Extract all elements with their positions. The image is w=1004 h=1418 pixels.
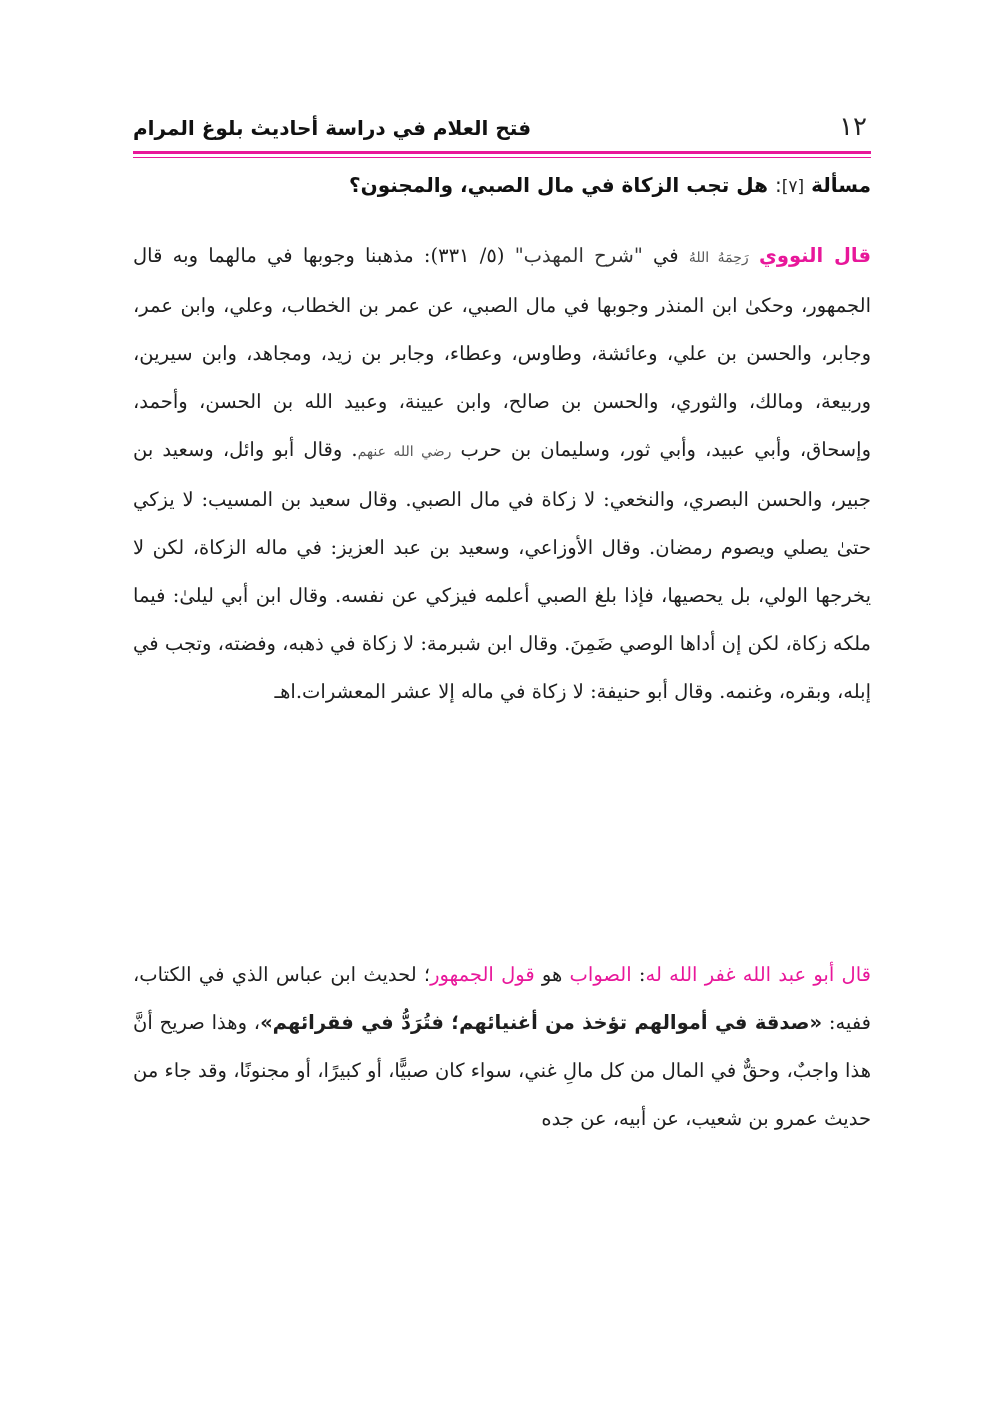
question-text: هل تجب الزكاة في مال الصبي، والمجنون؟: [349, 173, 768, 197]
paragraph1-body: (٥/ ٣٣١): مذهبنا وجوبها في مالهما وبه قال الجمهور، وحكىٰ ابن المنذر وجوبها في مال الصبي، عن عمر بن الخطاب، وعلي، وابن عمر، وجابر، والحسن بن علي، وعائشة، وطاوس، وعطاء، وجابر بن زيد، ومجاهد، وابن سيرين، وربيعة، ومالك، والثوري، والحسن بن صالح، وابن عيينة، وعبيد الله بن الحسن، وأحمد، وإسحاق، وأبي عبيد، وأبي ثور، وسليمان بن حرب: [133, 244, 871, 461]
honorific-radiallahu-anhum: رضي الله عنهم: [357, 444, 452, 460]
question-label: مسألة: [811, 173, 871, 197]
header-rule-thin: [133, 157, 871, 158]
book-title: "شرح المهذب": [514, 244, 643, 267]
header-rule-thick: [133, 151, 871, 154]
connector-in: في: [642, 244, 689, 267]
question-colon: :: [774, 173, 782, 197]
speaker-author: قال أبو عبد الله غفر الله له: [645, 963, 871, 986]
honorific-rahimahullah: رَحِمَهُ اللهُ: [688, 250, 749, 266]
paragraph1-body-continued: . وقال أبو وائل، وسعيد بن جبير، والحسن البصري، والنخعي: لا زكاة في مال الصبي. وقال سعيد بن المسيب: لا يزكي حتىٰ يصلي ويصوم رمضان. وقال الأوزاعي، وسعيد بن عبد العزيز: في ماله الزكاة، لكن لا يخرجها الولي، بل يحصيها، فإذا بلغ الصبي أعلمه فيزكي عن نفسه. وقال ابن أبي ليلىٰ: فيما ملكه زكاة، لكن إن أداها الوصي ضَمِنَ. وقال ابن شبرمة: لا زكاة في ذهبه، وفضته، وتجب في إبله، وبقره، وغنمه. وقال أبو حنيفة: لا زكاة في ماله إلا عشر المعشرات.اهـ: [133, 438, 871, 703]
page-header: [133, 108, 871, 148]
paragraph-author-opinion: [133, 951, 871, 1143]
answer-text: قول الجمهور: [430, 963, 535, 986]
paragraph2-body: ؛ لحديث ابن عباس الذي في الكتاب، ففيه:: [133, 963, 872, 1034]
running-title: فتح العلام في دراسة أحاديث بلوغ المرام: [133, 116, 532, 140]
answer-label: الصواب: [569, 963, 632, 986]
connector-is: هو: [534, 963, 570, 986]
question-heading: [349, 173, 871, 197]
paragraph2-body-continued: ، وهذا صريح أنَّ هذا واجبٌ، وحقٌّ في المال من كل مالِ غني، سواء كان صبيًّا، أو كبيرًا، أو مجنونًا، وقد جاء من حديث عمرو بن شعيب، عن أبيه، عن جده: [133, 1011, 871, 1130]
page-number: ١٢: [839, 112, 867, 142]
colon: :: [631, 963, 646, 986]
speaker-nawawi: قال النووي: [758, 244, 872, 267]
question-number: [٧]: [781, 177, 805, 197]
hadith-quote: «صدقة في أموالهم تؤخذ من أغنيائهم؛ فتُرَدُّ في فقرائهم»: [260, 1011, 823, 1034]
paragraph-nawawi-quote: [133, 232, 871, 716]
